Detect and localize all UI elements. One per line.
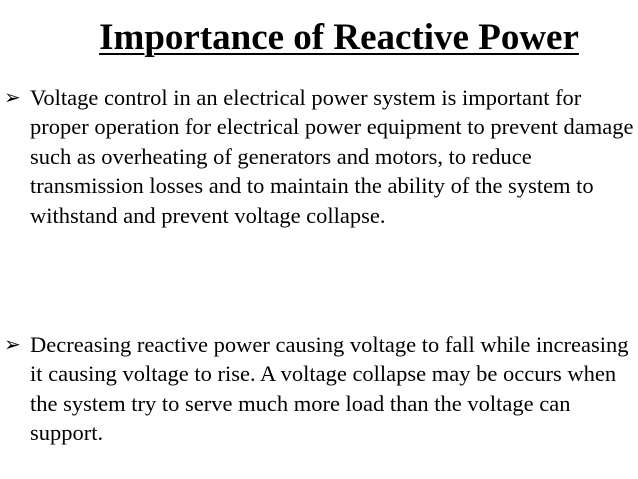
bullet-text: Voltage control in an electrical power system is important for proper operation for electrical power equipment to prevent damage such as overheating of generators and motors, to reduce transmission losses and to maintain the ability of the system to withstand and prevent voltage collapse. xyxy=(30,85,634,228)
bullet-item xyxy=(4,330,636,448)
bullet-text: Decreasing reactive power causing voltage to fall while increasing it causing voltage to rise. A voltage collapse may be occurs when the system try to serve much more load than the voltage can support. xyxy=(30,332,629,446)
bullet-item xyxy=(4,83,636,230)
arrow-bullet-icon: ➢ xyxy=(4,332,21,356)
slide-title: Importance of Reactive Power xyxy=(99,17,579,58)
arrow-bullet-icon: ➢ xyxy=(4,85,21,109)
